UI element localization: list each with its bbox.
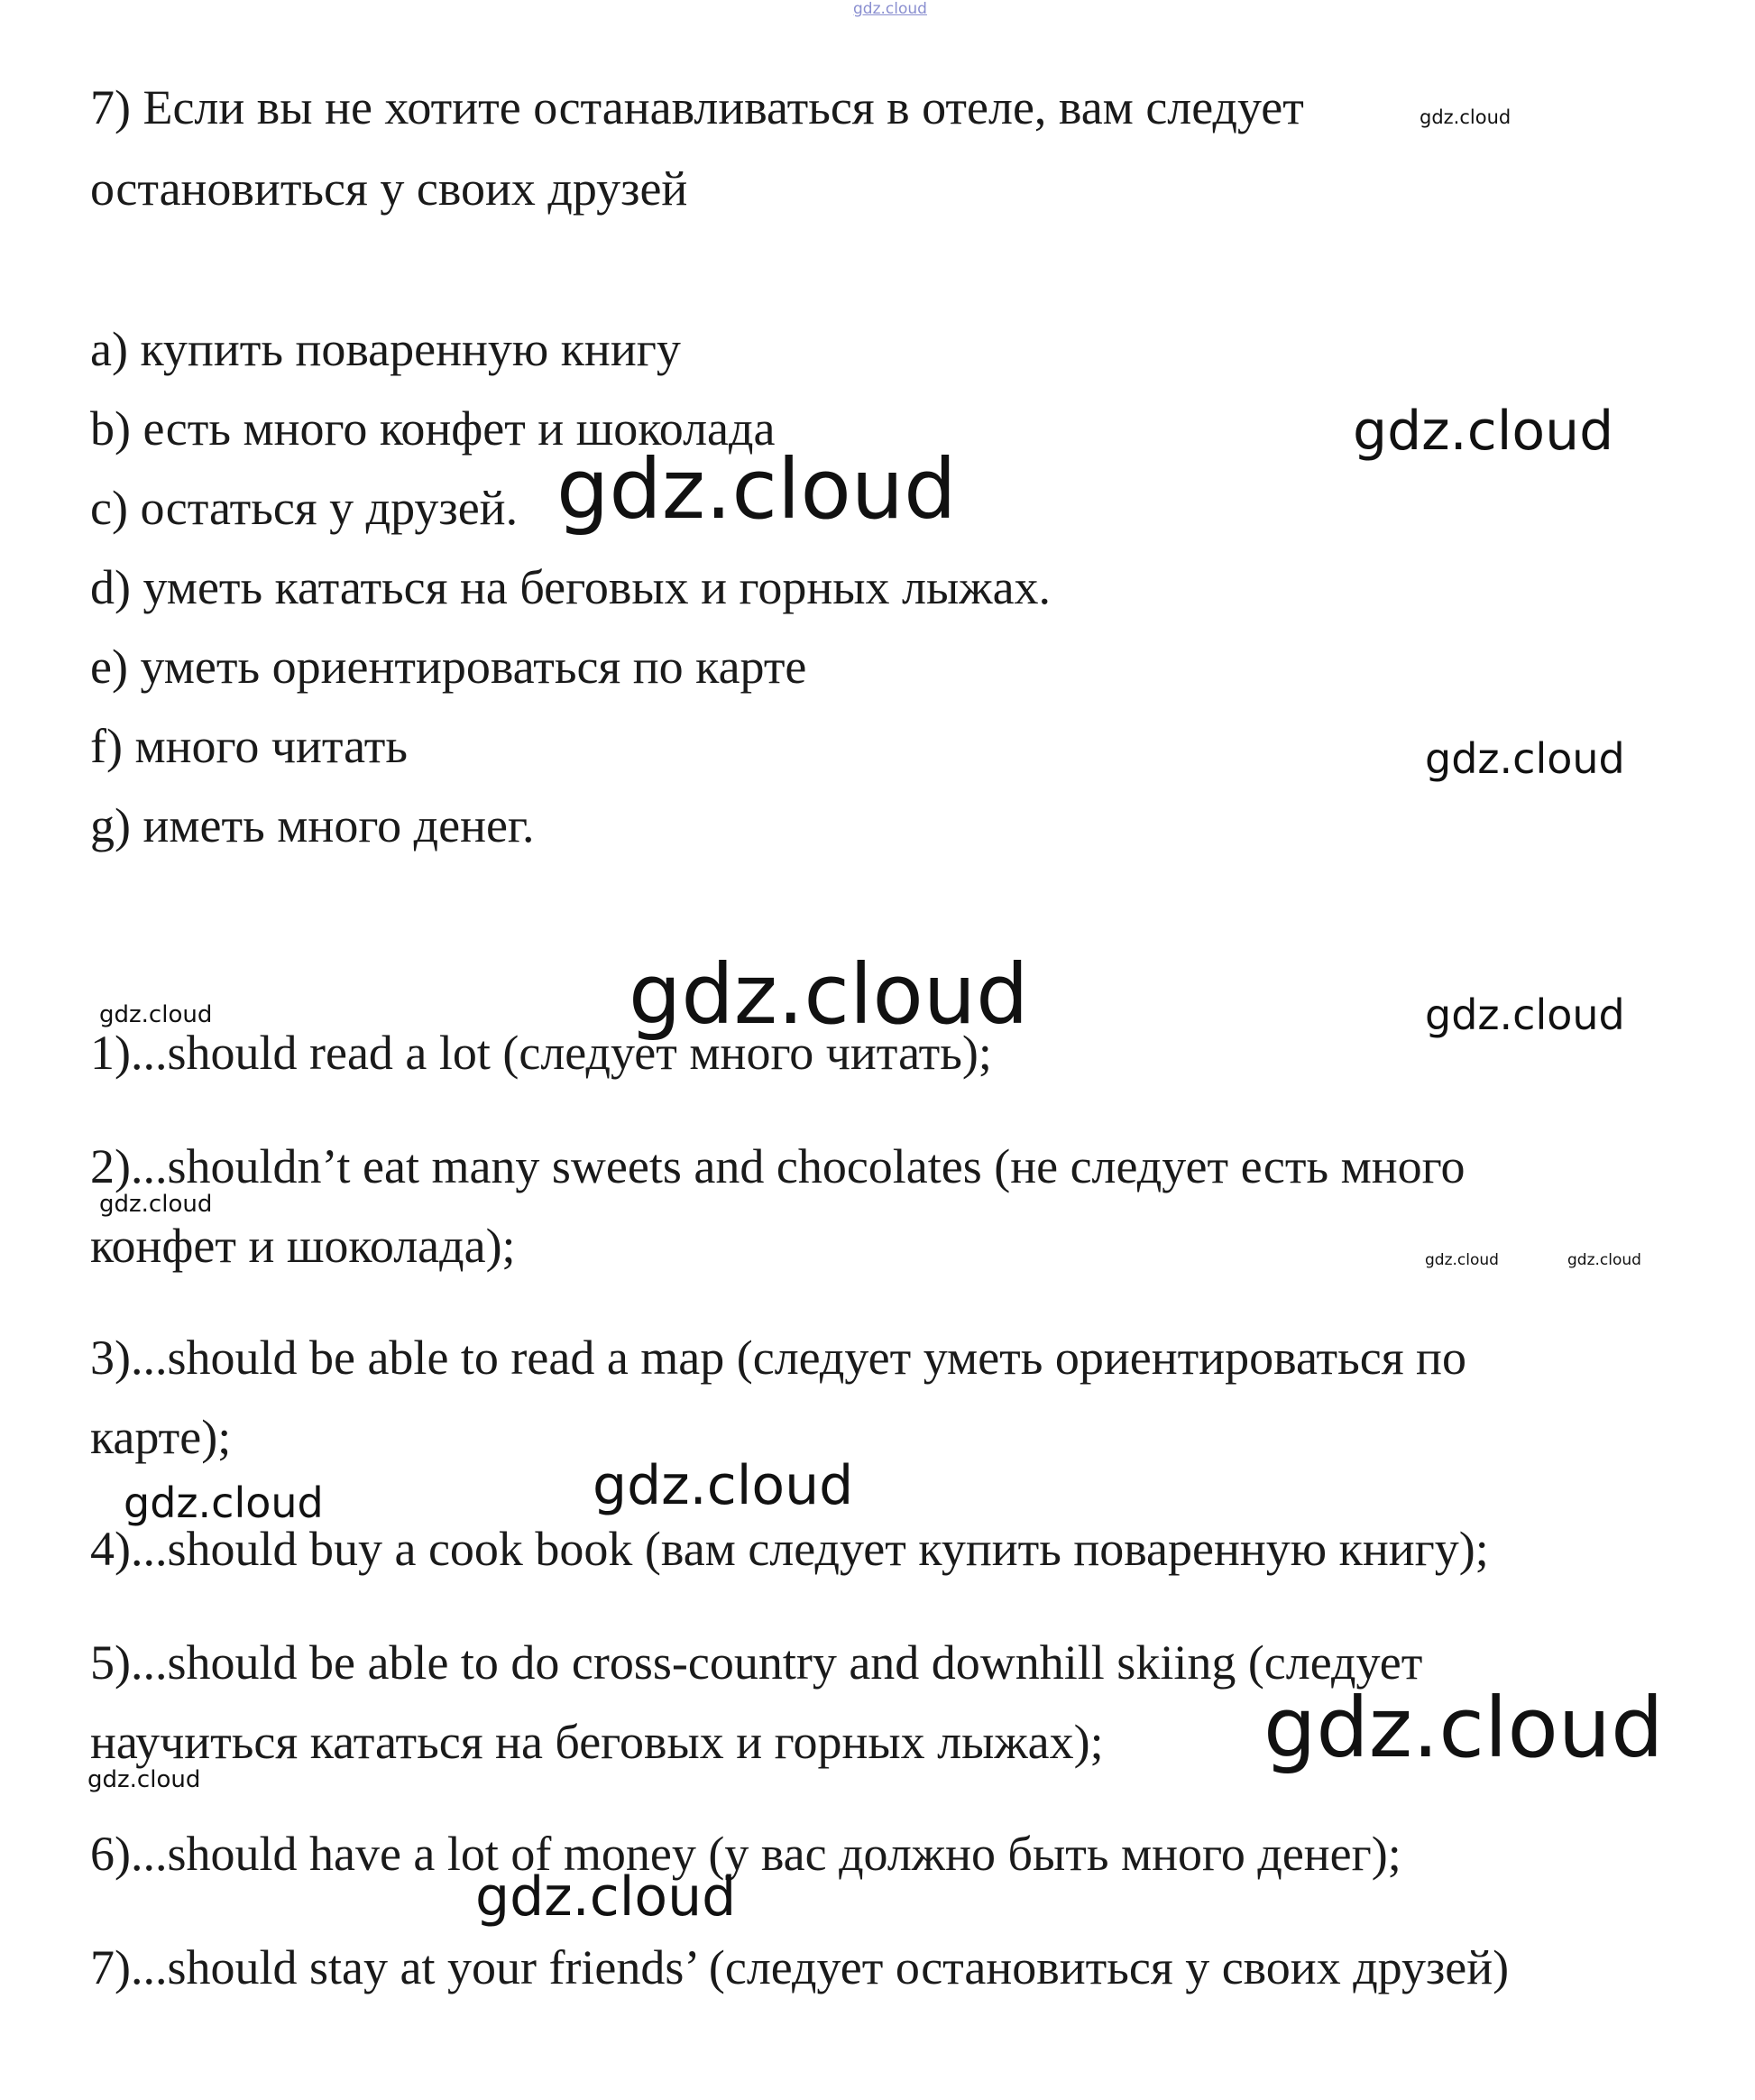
option-d: d) уметь кататься на беговых и горных лыжах. xyxy=(90,560,1052,614)
answer-6-line-1: 6)...should have a lot of money (у вас должно быть много денег); xyxy=(90,1827,1401,1881)
watermark: gdz.cloud xyxy=(99,1001,213,1028)
answer-3-line-1: 3)...should be able to read a map (следует уметь ориентироваться по xyxy=(90,1331,1466,1385)
watermark: gdz.cloud xyxy=(124,1478,324,1527)
header-watermark: gdz.cloud xyxy=(853,0,927,18)
answer-7-line-1: 7)...should stay at your friends’ (следует остановиться у своих друзей) xyxy=(90,1940,1510,1994)
answer-4-line-1: 4)...should buy a cook book (вам следует купить поваренную книгу); xyxy=(90,1522,1489,1576)
watermark: gdz.cloud xyxy=(629,946,1029,1043)
option-f: f) много читать xyxy=(90,719,408,773)
answer-5-line-2: научиться кататься на беговых и горных лыжах); xyxy=(90,1715,1104,1769)
watermark: gdz.cloud xyxy=(593,1454,854,1517)
watermark: gdz.cloud xyxy=(1425,990,1625,1039)
option-a: a) купить поваренную книгу xyxy=(90,322,681,376)
question-line-2: остановиться у своих друзей xyxy=(90,161,688,216)
option-g: g) иметь много денег. xyxy=(90,798,535,852)
watermark: gdz.cloud xyxy=(1425,734,1625,783)
answer-1-line-1: 1)...should read a lot (следует много читать); xyxy=(90,1026,992,1080)
answer-3-line-2: карте); xyxy=(90,1410,232,1464)
option-c: c) остаться у друзей. xyxy=(90,481,519,535)
watermark: gdz.cloud xyxy=(1420,106,1512,128)
watermark: gdz.cloud xyxy=(475,1865,737,1929)
watermark: gdz.cloud xyxy=(556,441,957,538)
watermark: gdz.cloud xyxy=(87,1766,201,1793)
answer-5-line-1: 5)...should be able to do cross-country and downhill skiing (следует xyxy=(90,1635,1423,1690)
answer-2-line-2: конфет и шоколада); xyxy=(90,1219,516,1273)
watermark: gdz.cloud xyxy=(1425,1251,1499,1269)
watermark: gdz.cloud xyxy=(99,1191,213,1218)
answer-2-line-1: 2)...shouldn’t eat many sweets and chocolates (не следует есть много xyxy=(90,1139,1466,1193)
watermark: gdz.cloud xyxy=(1263,1680,1664,1776)
option-e: e) уметь ориентироваться по карте xyxy=(90,640,807,694)
question-line-1: 7) Если вы не хотите останавливаться в отеле, вам следует xyxy=(90,80,1304,134)
watermark: gdz.cloud xyxy=(1567,1251,1641,1269)
watermark: gdz.cloud xyxy=(1353,400,1614,463)
option-b: b) есть много конфет и шоколада xyxy=(90,401,776,456)
